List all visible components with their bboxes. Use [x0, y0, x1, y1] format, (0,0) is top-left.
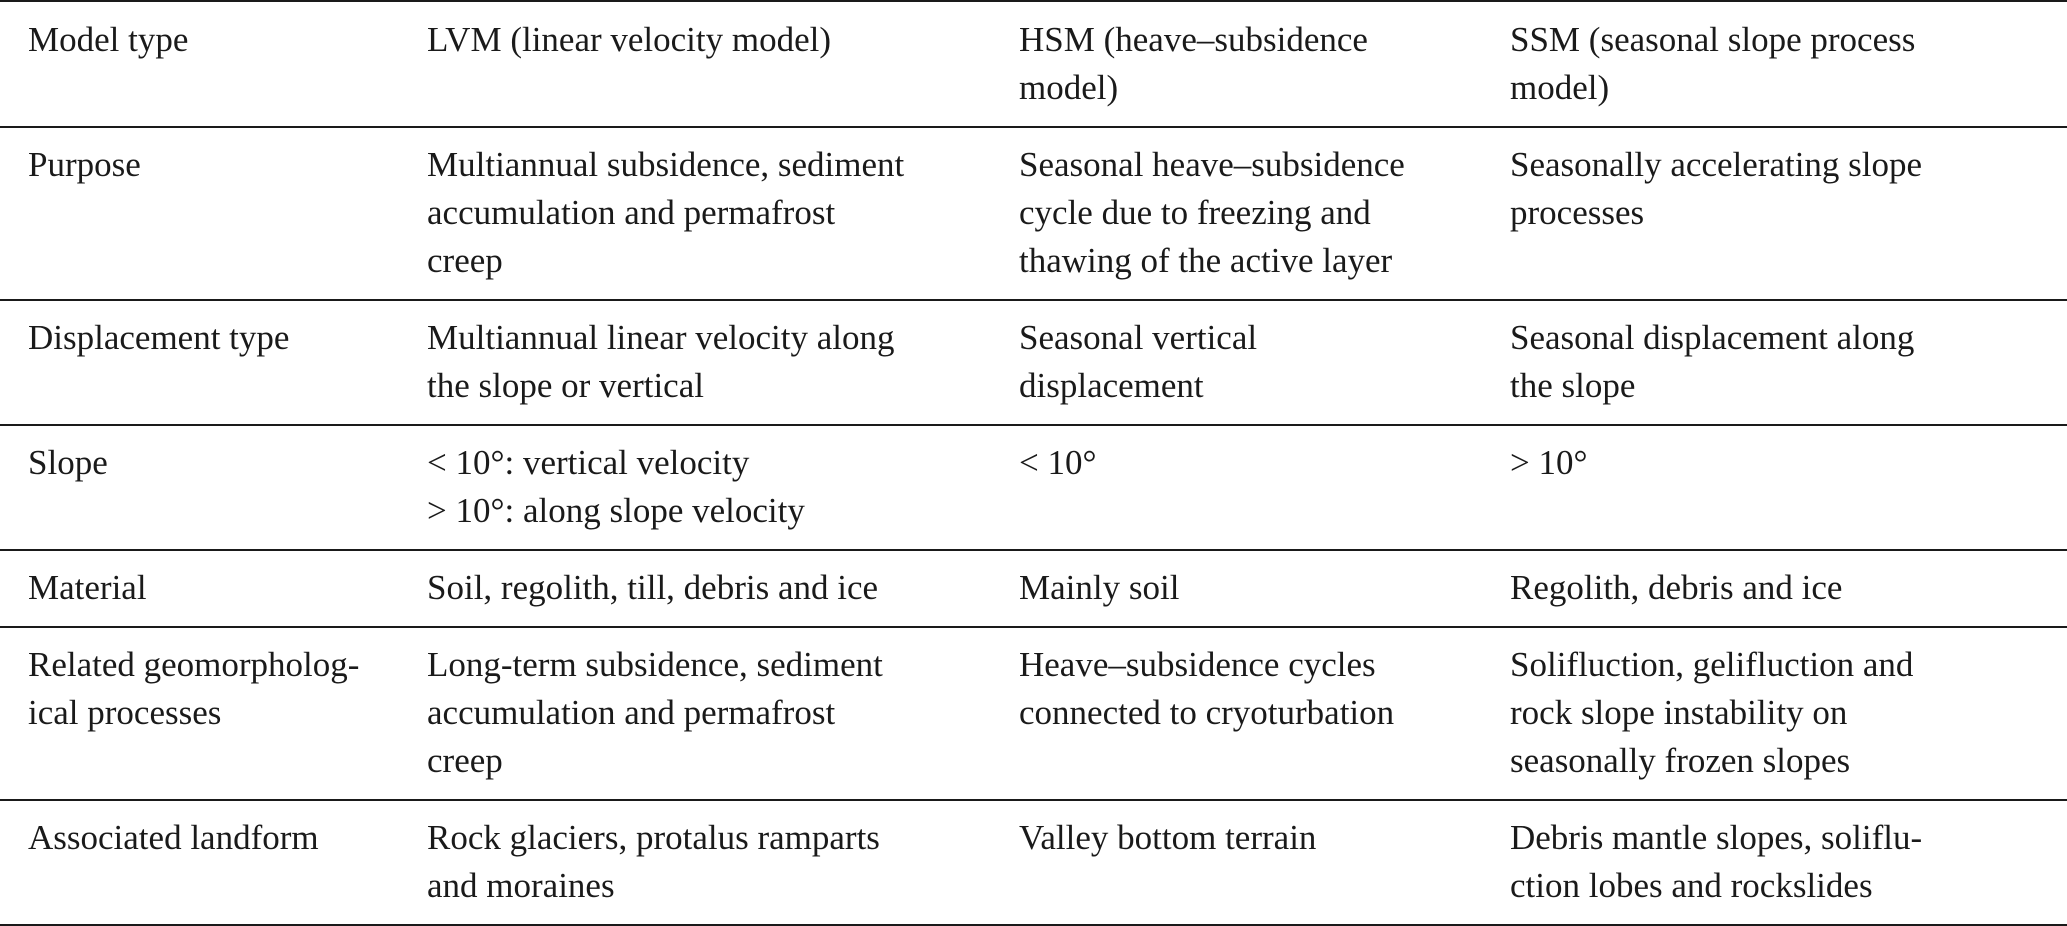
cell-lvm-purpose: Multiannual subsidence, sediment accumulation and permafrost creep: [427, 127, 1019, 300]
cell-lvm-material: Soil, regolith, till, debris and ice: [427, 550, 1019, 627]
cell-lvm-associated-landform: Rock glaciers, protalus ramparts and moraines: [427, 800, 1019, 925]
cell-hsm-purpose: Seasonal heave–subsidence cycle due to freezing and thawing of the active layer: [1019, 127, 1510, 300]
cell-lvm-related-processes: Long-term subsidence, sediment accumulation and permafrost creep: [427, 627, 1019, 800]
table-row-slope: [0, 425, 2067, 550]
cell-hsm-model-type: HSM (heave–subsidence model): [1019, 1, 1510, 127]
cell-ssm-purpose: Seasonally accelerating slope processes: [1510, 127, 2067, 300]
cell-ssm-model-type: SSM (seasonal slope process model): [1510, 1, 2067, 127]
row-label-purpose: Purpose: [0, 127, 427, 300]
cell-hsm-slope: < 10°: [1019, 425, 1510, 550]
table-row-associated-landform: [0, 800, 2067, 925]
cell-ssm-related-processes: Solifluction, gelifluction and rock slope instability on seasonally frozen slopes: [1510, 627, 2067, 800]
cell-hsm-related-processes: Heave–subsidence cycles connected to cryoturbation: [1019, 627, 1510, 800]
cell-ssm-slope: > 10°: [1510, 425, 2067, 550]
table-row-material: [0, 550, 2067, 627]
cell-hsm-material: Mainly soil: [1019, 550, 1510, 627]
table-row-related-processes: [0, 627, 2067, 800]
table-row-purpose: [0, 127, 2067, 300]
cell-ssm-displacement-type: Seasonal displacement along the slope: [1510, 300, 2067, 425]
row-label-associated-landform: Associated landform: [0, 800, 427, 925]
row-label-displacement-type: Displacement type: [0, 300, 427, 425]
row-label-model-type: Model type: [0, 1, 427, 127]
cell-lvm-slope: < 10°: vertical velocity > 10°: along slope velocity: [427, 425, 1019, 550]
row-label-material: Material: [0, 550, 427, 627]
row-label-slope: Slope: [0, 425, 427, 550]
table-row-model-type: [0, 1, 2067, 127]
cell-lvm-model-type: LVM (linear velocity model): [427, 1, 1019, 127]
cell-hsm-associated-landform: Valley bottom terrain: [1019, 800, 1510, 925]
cell-ssm-associated-landform: Debris mantle slopes, soliflu- ction lobes and rockslides: [1510, 800, 2067, 925]
cell-hsm-displacement-type: Seasonal vertical displacement: [1019, 300, 1510, 425]
row-label-related-processes: Related geomorpholog- ical processes: [0, 627, 427, 800]
cell-ssm-material: Regolith, debris and ice: [1510, 550, 2067, 627]
table-row-displacement-type: [0, 300, 2067, 425]
cell-lvm-displacement-type: Multiannual linear velocity along the slope or vertical: [427, 300, 1019, 425]
